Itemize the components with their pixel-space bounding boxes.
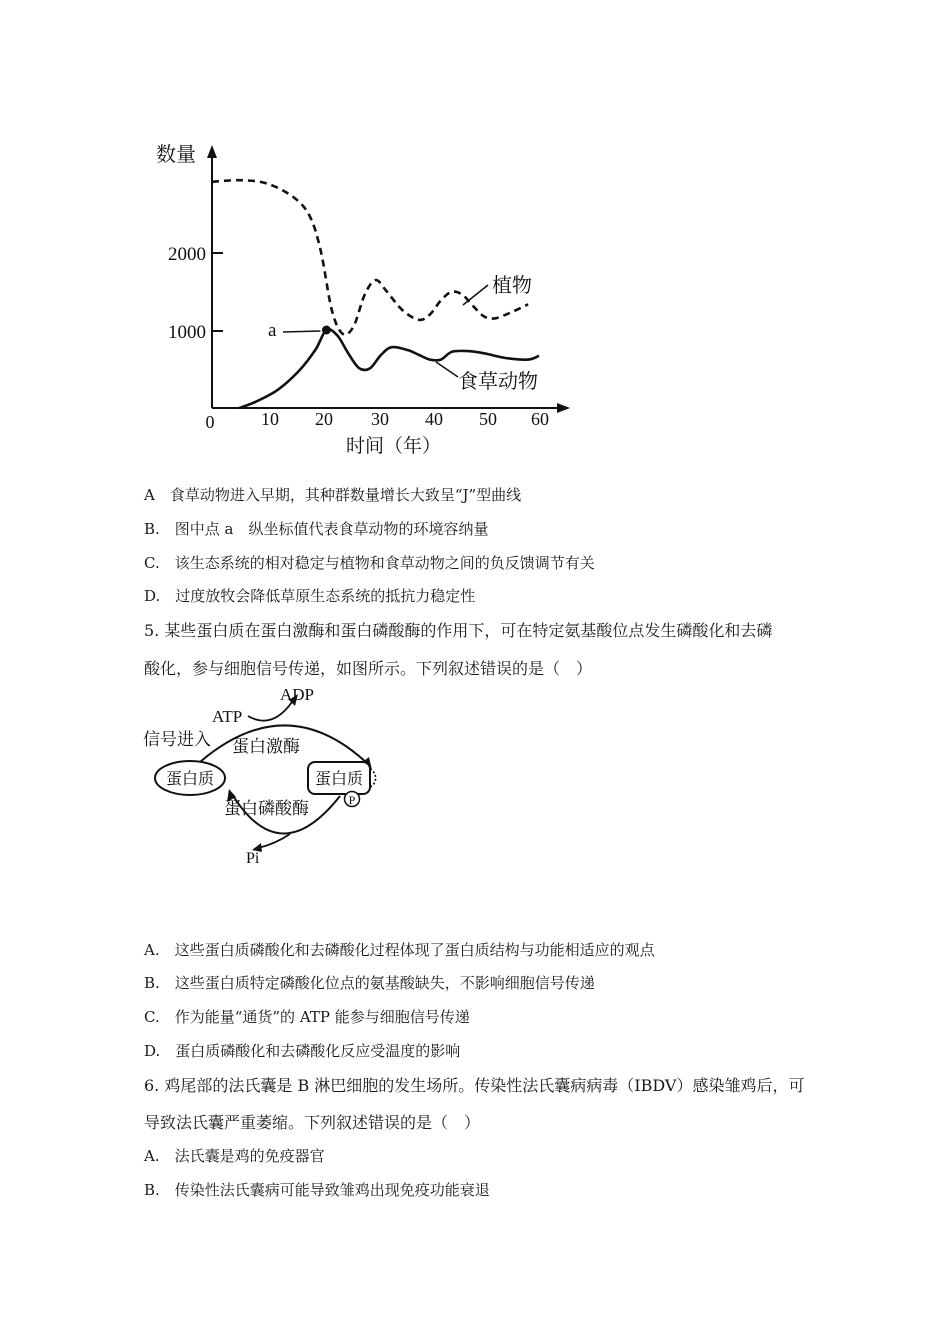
point-a-marker: [322, 326, 331, 335]
phosphate-label: P: [348, 793, 356, 807]
herbivore-label-leader: [436, 362, 458, 377]
plant-series-label: 植物: [492, 273, 532, 297]
plant-label-leader: [463, 285, 488, 305]
plant-series-line: [212, 180, 528, 335]
q4-option-b: B. 图中点 a 纵坐标值代表食草动物的环境容纳量: [144, 520, 489, 538]
y-tick-label-2000: 2000: [168, 244, 206, 265]
pi-label: Pi: [246, 850, 260, 867]
q6-option-a: A. 法氏囊是鸡的免疫器官: [144, 1147, 325, 1165]
q6-stem-line2: 导致法氏囊严重萎缩。下列叙述错误的是（ ）: [144, 1113, 481, 1132]
point-a-pointer: [283, 331, 320, 332]
phosphorylation-diagram: [140, 682, 410, 872]
x-tick-label-60: 60: [531, 409, 549, 429]
adp-label: ADP: [280, 685, 315, 704]
x-tick-label-20: 20: [315, 409, 333, 429]
phosphatase-label: 蛋白磷酸酶: [224, 799, 309, 819]
x-tick-label-40: 40: [425, 409, 443, 429]
y-axis-arrow: [207, 145, 217, 158]
kinase-label: 蛋白激酶: [232, 737, 300, 757]
q5-option-c: C. 作为能量“通货”的 ATP 能参与细胞信号传递: [144, 1008, 470, 1026]
x-axis-arrow: [557, 403, 570, 413]
x-tick-label-0: 0: [205, 412, 215, 432]
q4-option-c: C. 该生态系统的相对稳定与植物和食草动物之间的负反馈调节有关: [144, 554, 595, 572]
pi-arc: [258, 834, 290, 848]
q5-stem-line2: 酸化，参与细胞信号传递，如图所示。下列叙述错误的是（ ）: [144, 659, 593, 678]
q4-option-a: A 食草动物进入早期，其种群数量增长大致呈“J”型曲线: [144, 486, 522, 504]
q4-option-d: D. 过度放牧会降低草原生态系统的抵抗力稳定性: [144, 587, 476, 605]
x-tick-label-10: 10: [261, 409, 279, 429]
y-tick-label-1000: 1000: [168, 322, 206, 343]
herbivore-series-label: 食草动物: [458, 369, 538, 393]
y-axis-label: 数量: [156, 142, 196, 166]
x-tick-label-30: 30: [371, 409, 389, 429]
population-chart: [140, 135, 590, 465]
signal-in-label: 信号进入: [143, 730, 211, 750]
q5-stem-line1: 5. 某些蛋白质在蛋白激酶和蛋白磷酸酶的作用下，可在特定氨基酸位点发生磷酸化和去磷: [144, 621, 773, 640]
q5-option-b: B. 这些蛋白质特定磷酸化位点的氨基酸缺失，不影响细胞信号传递: [144, 974, 595, 992]
atp-label: ATP: [212, 707, 243, 726]
q5-option-a: A. 这些蛋白质磷酸化和去磷酸化过程体现了蛋白质结构与功能相适应的观点: [144, 941, 655, 959]
q6-stem-line1: 6. 鸡尾部的法氏囊是 B 淋巴细胞的发生场所。传染性法氏囊病病毒（IBDV）感染雏鸡后，可: [144, 1076, 805, 1095]
protein-left-label: 蛋白质: [165, 769, 215, 788]
x-tick-label-50: 50: [479, 409, 497, 429]
q5-option-d: D. 蛋白质磷酸化和去磷酸化反应受温度的影响: [144, 1042, 461, 1060]
x-axis-label: 时间（年）: [346, 435, 442, 457]
q6-option-b: B. 传染性法氏囊病可能导致雏鸡出现免疫功能衰退: [144, 1181, 490, 1199]
protein-right-label: 蛋白质: [314, 769, 364, 788]
atp-adp-arc: [248, 702, 292, 721]
point-a-label: a: [268, 320, 277, 341]
